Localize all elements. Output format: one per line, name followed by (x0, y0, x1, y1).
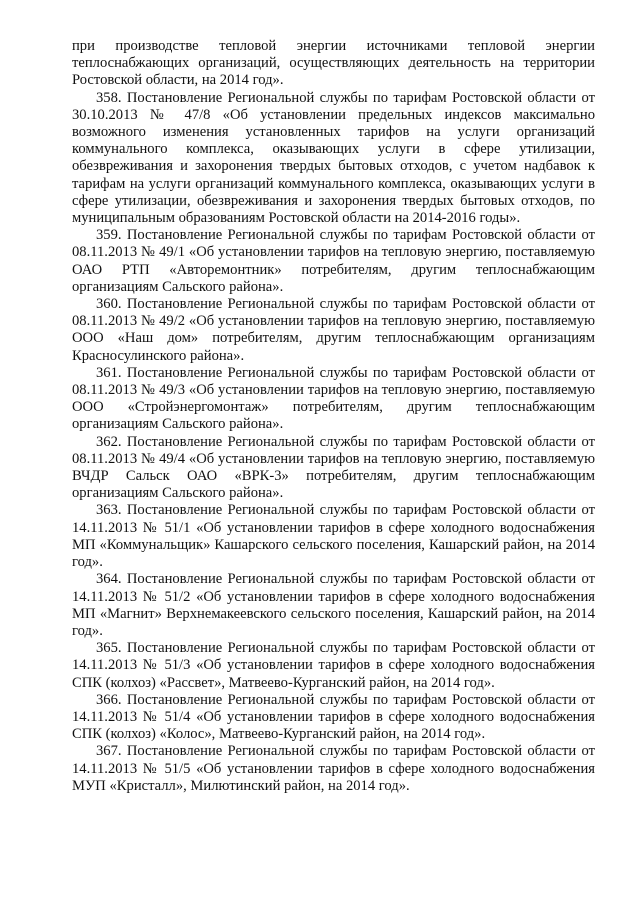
list-item-363: 363. Постановление Региональной службы по тарифам Ростовской области от 14.11.2013 № 51/1 «Об установлении тарифов в сфере холодного водоснабжения МП «Коммунальщик» Кашарского сельского поселения, Кашарский район, на 2014 год». (72, 502, 595, 571)
list-item-367: 367. Постановление Региональной службы по тарифам Ростовской области от 14.11.2013 № 51/5 «Об установлении тарифов в сфере холодного водоснабжения МУП «Кристалл», Милютинский район, на 2014 год». (72, 743, 595, 794)
list-item-358: 358. Постановление Региональной службы по тарифам Ростовской области от 30.10.2013 № 47/8 «Об установлении предельных индексов максимально возможного изменения установленных тарифов на услуги организаций коммунального комплекса, оказывающих услуги в сфере утилизации, обезвреживания и захоронения твердых бытовых отходов, с учетом надбавок к тарифам на услуги организаций коммунального комплекса, оказывающих услуги в сфере утилизации, обезвреживания и захоронения твердых бытовых отходов, по муниципальным образованиям Ростовской области на 2014-2016 годы». (72, 89, 595, 227)
list-item-362: 362. Постановление Региональной службы по тарифам Ростовской области от 08.11.2013 № 49/4 «Об установлении тарифов на тепловую энергию, поставляемую ВЧДР Сальск ОАО «ВРК-3» потребителям, другим теплоснабжающим организациям Сальского района». (72, 433, 595, 502)
list-item-364: 364. Постановление Региональной службы по тарифам Ростовской области от 14.11.2013 № 51/2 «Об установлении тарифов в сфере холодного водоснабжения МП «Магнит» Верхнемакеевского сельского поселения, Кашарский район, на 2014 год». (72, 571, 595, 639)
list-item-366: 366. Постановление Региональной службы по тарифам Ростовской области от 14.11.2013 № 51/4 «Об установлении тарифов в сфере холодного водоснабжения СПК (колхоз) «Колос», Матвеево-Курганский район, на 2014 год». (72, 691, 595, 743)
intro-paragraph: при производстве тепловой энергии источниками тепловой энергии теплоснабжающих организаций, осуществляющих деятельность на территории Ростовской области, на 2014 год». (72, 38, 595, 89)
list-item-361: 361. Постановление Региональной службы по тарифам Ростовской области от 08.11.2013 № 49/3 «Об установлении тарифов на тепловую энергию, поставляемую ООО «Стройэнергомонтаж» потребителям, другим теплоснабжающим организациям Сальского района». (72, 364, 595, 433)
list-item-360: 360. Постановление Региональной службы по тарифам Ростовской области от 08.11.2013 № 49/2 «Об установлении тарифов на тепловую энергию, поставляемую ООО «Наш дом» потребителям, другим теплоснабжающим организациям Красносулинского района». (72, 296, 595, 364)
list-item-359: 359. Постановление Региональной службы по тарифам Ростовской области от 08.11.2013 № 49/1 «Об установлении тарифов на тепловую энергию, поставляемую ОАО РТП «Авторемонтник» потребителям, другим теплоснабжающим организациям Сальского района». (72, 227, 595, 295)
list-item-365: 365. Постановление Региональной службы по тарифам Ростовской области от 14.11.2013 № 51/3 «Об установлении тарифов в сфере холодного водоснабжения СПК (колхоз) «Рассвет», Матвеево-Курганский район, на 2014 год». (72, 640, 595, 691)
document-page (72, 38, 595, 795)
